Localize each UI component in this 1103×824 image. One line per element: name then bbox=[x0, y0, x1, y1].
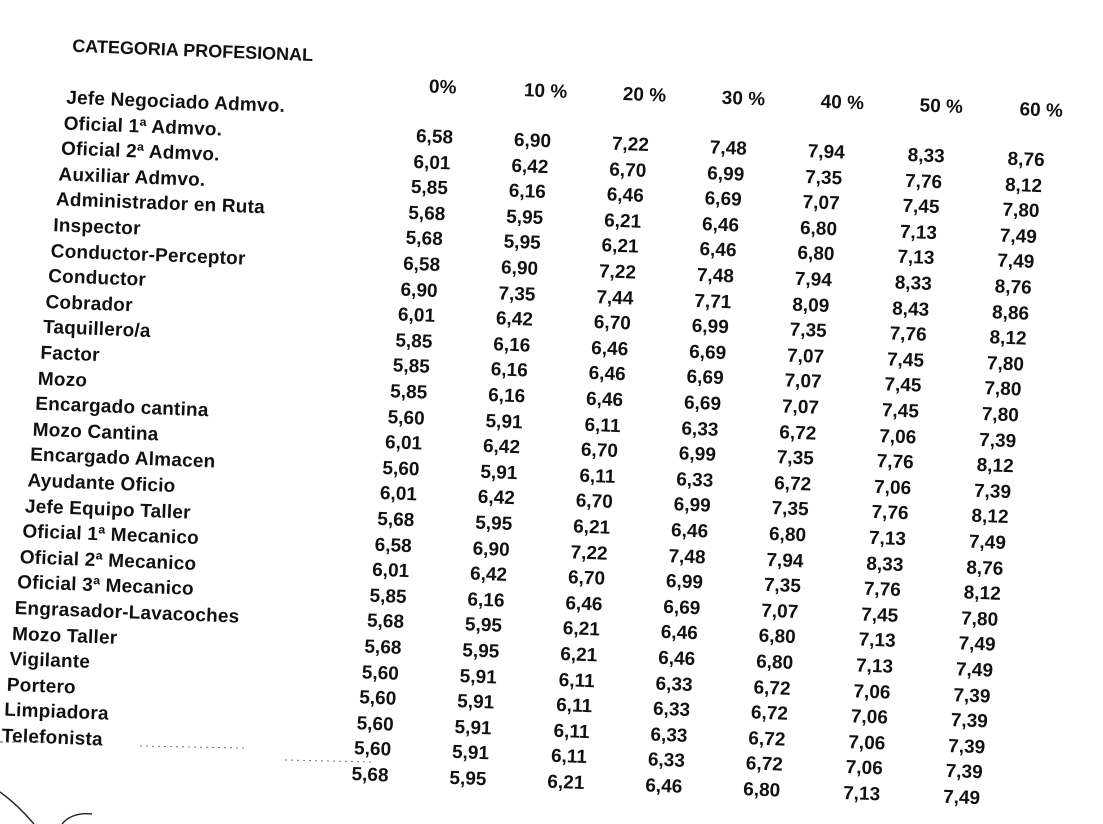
value-cell: 7,35 bbox=[776, 447, 815, 470]
value-cell: 7,49 bbox=[996, 250, 1035, 274]
value-cell: 6,70 bbox=[593, 312, 632, 335]
value-cell: 6,33 bbox=[650, 724, 688, 747]
value-cell: 5,60 bbox=[387, 406, 426, 430]
value-cell: 7,45 bbox=[886, 349, 925, 372]
value-cell: 5,85 bbox=[392, 355, 431, 379]
value-cell: 7,07 bbox=[781, 396, 820, 419]
value-cell: 6,99 bbox=[665, 571, 704, 594]
category-label: Encargado cantina bbox=[34, 393, 209, 422]
value-cell: 6,11 bbox=[584, 414, 621, 437]
value-cell: 7,49 bbox=[942, 786, 981, 810]
value-cell: 6,33 bbox=[681, 418, 719, 441]
value-cell: 7,13 bbox=[896, 247, 935, 270]
value-cell: 7,48 bbox=[668, 545, 706, 569]
value-cell: 8,86 bbox=[991, 301, 1030, 325]
value-cell: 7,35 bbox=[804, 166, 843, 190]
value-cell: 6,46 bbox=[588, 363, 627, 386]
value-cell: 7,22 bbox=[611, 133, 650, 157]
value-cell: 8,33 bbox=[894, 272, 933, 295]
value-cell: 7,06 bbox=[847, 731, 886, 755]
value-cell: 6,46 bbox=[606, 184, 645, 208]
column-header-60: 60 % bbox=[1019, 99, 1064, 122]
value-cell: 7,45 bbox=[860, 604, 899, 627]
value-cell: 7,71 bbox=[693, 290, 732, 313]
value-cell: 6,33 bbox=[652, 698, 691, 722]
category-label: Telefonista bbox=[1, 725, 104, 751]
value-cell: 6,72 bbox=[773, 472, 812, 496]
value-cell: 5,68 bbox=[366, 610, 405, 634]
value-cell: 7,13 bbox=[858, 629, 897, 653]
value-cell: 6,16 bbox=[508, 180, 547, 204]
value-cell: 7,49 bbox=[999, 225, 1038, 248]
value-cell: 6,46 bbox=[699, 239, 737, 262]
category-label: Portero bbox=[6, 674, 77, 699]
value-cell: 5,85 bbox=[395, 330, 433, 353]
value-cell: 5,95 bbox=[449, 767, 487, 791]
value-cell: 5,68 bbox=[407, 202, 446, 226]
value-cell: 8,12 bbox=[963, 582, 1002, 606]
value-cell: 5,91 bbox=[456, 691, 495, 714]
value-cell: 5,68 bbox=[351, 764, 389, 787]
value-cell: 7,45 bbox=[881, 400, 920, 423]
category-label: Limpiadora bbox=[3, 700, 110, 726]
value-cell: 6,01 bbox=[397, 304, 436, 328]
value-cell: 7,76 bbox=[863, 578, 902, 602]
value-cell: 6,42 bbox=[511, 155, 549, 178]
value-cell: 6,99 bbox=[678, 443, 717, 466]
value-cell: 5,68 bbox=[364, 636, 402, 659]
value-cell: 6,01 bbox=[413, 151, 451, 174]
value-cell: 6,69 bbox=[688, 341, 727, 364]
value-cell: 6,01 bbox=[371, 559, 410, 583]
category-label: Jefe Equipo Taller bbox=[24, 495, 192, 524]
value-cell: 6,90 bbox=[500, 257, 539, 280]
value-cell: 7,13 bbox=[855, 655, 894, 678]
category-label: Auxiliar Admvo. bbox=[58, 164, 206, 191]
value-cell: 6,11 bbox=[558, 669, 596, 692]
column-header-0: 0% bbox=[428, 76, 457, 99]
value-cell: 6,21 bbox=[572, 516, 611, 539]
column-header-40: 40 % bbox=[820, 91, 865, 115]
value-cell: 5,91 bbox=[459, 665, 498, 689]
value-cell: 8,09 bbox=[791, 294, 830, 317]
value-cell: 6,80 bbox=[799, 217, 838, 241]
value-cell: 6,70 bbox=[580, 439, 619, 463]
value-cell: 7,39 bbox=[953, 684, 991, 708]
value-cell: 5,95 bbox=[464, 614, 503, 638]
value-cell: 7,35 bbox=[498, 282, 536, 306]
category-label: Oficial 1ª Admvo. bbox=[63, 113, 223, 141]
value-cell: 7,22 bbox=[598, 261, 637, 284]
value-cell: 6,46 bbox=[565, 592, 603, 616]
category-label: Engrasador-Lavacoches bbox=[14, 598, 240, 628]
category-label: Encargado Almacen bbox=[29, 444, 216, 473]
column-header-20: 20 % bbox=[622, 83, 667, 107]
value-cell: 7,80 bbox=[986, 352, 1025, 376]
value-cell: 6,46 bbox=[644, 775, 683, 798]
value-cell: 7,35 bbox=[789, 319, 828, 343]
category-label: Ayudante Oficio bbox=[27, 470, 176, 498]
value-cell: 6,72 bbox=[753, 677, 791, 700]
value-cell: 5,60 bbox=[382, 457, 420, 481]
value-cell: 6,16 bbox=[490, 359, 529, 382]
value-cell: 7,35 bbox=[763, 574, 802, 598]
value-cell: 7,80 bbox=[981, 404, 1020, 427]
value-cell: 6,80 bbox=[797, 243, 835, 266]
category-label: Oficial 1ª Mecanico bbox=[21, 521, 200, 550]
value-cell: 7,39 bbox=[947, 735, 986, 759]
value-cell: 7,13 bbox=[842, 782, 881, 806]
value-cell: 6,46 bbox=[670, 520, 709, 543]
value-cell: 6,46 bbox=[660, 622, 699, 645]
value-cell: 7,13 bbox=[868, 527, 907, 551]
value-cell: 5,85 bbox=[389, 381, 428, 404]
value-cell: 7,44 bbox=[596, 286, 634, 310]
value-cell: 6,80 bbox=[755, 651, 794, 674]
category-label: Taquillero/a bbox=[42, 317, 151, 343]
value-cell: 8,33 bbox=[907, 144, 946, 168]
value-cell: 6,33 bbox=[647, 749, 686, 773]
value-cell: 6,33 bbox=[655, 673, 694, 696]
value-cell: 8,76 bbox=[965, 557, 1004, 580]
value-cell: 5,91 bbox=[485, 410, 523, 433]
value-cell: 6,90 bbox=[513, 129, 552, 153]
value-cell: 6,80 bbox=[768, 523, 807, 547]
value-cell: 6,21 bbox=[562, 618, 601, 641]
value-cell: 6,69 bbox=[683, 392, 722, 415]
value-cell: 6,21 bbox=[559, 643, 598, 667]
value-cell: 6,72 bbox=[750, 702, 789, 725]
value-cell: 8,12 bbox=[971, 506, 1009, 529]
value-cell: 8,33 bbox=[865, 553, 904, 576]
value-cell: 6,70 bbox=[608, 159, 647, 182]
value-cell: 7,94 bbox=[807, 141, 846, 164]
value-cell: 7,76 bbox=[876, 451, 915, 474]
value-cell: 6,21 bbox=[601, 235, 639, 259]
value-cell: 7,45 bbox=[884, 374, 922, 398]
category-label: Vigilante bbox=[9, 649, 91, 674]
value-cell: 6,90 bbox=[400, 279, 438, 302]
value-cell: 6,69 bbox=[686, 367, 724, 390]
value-cell: 6,46 bbox=[585, 388, 624, 412]
value-cell: 7,76 bbox=[871, 502, 909, 525]
value-cell: 6,46 bbox=[657, 647, 696, 671]
value-cell: 5,68 bbox=[376, 508, 415, 532]
category-label: Oficial 3ª Mecanico bbox=[16, 572, 195, 601]
value-cell: 6,16 bbox=[487, 385, 526, 408]
value-cell: 7,07 bbox=[802, 192, 840, 215]
value-cell: 5,68 bbox=[405, 228, 444, 251]
value-cell: 6,42 bbox=[477, 487, 516, 510]
column-header-50: 50 % bbox=[919, 95, 964, 119]
value-cell: 7,49 bbox=[955, 659, 994, 682]
value-cell: 6,42 bbox=[482, 436, 521, 459]
value-cell: 8,12 bbox=[976, 455, 1015, 478]
value-cell: 6,69 bbox=[704, 188, 743, 211]
value-cell: 6,16 bbox=[467, 589, 505, 612]
category-label: Factor bbox=[40, 342, 101, 367]
value-cell: 6,70 bbox=[567, 567, 606, 590]
category-label: Jefe Negociado Admvo. bbox=[65, 87, 286, 118]
value-cell: 6,72 bbox=[745, 753, 784, 776]
value-cell: 8,12 bbox=[1004, 174, 1043, 197]
category-label: Administrador en Ruta bbox=[55, 189, 266, 219]
value-cell: 7,80 bbox=[1002, 199, 1040, 223]
value-cell: 7,07 bbox=[760, 600, 799, 623]
value-cell: 6,80 bbox=[758, 625, 797, 649]
value-cell: 6,99 bbox=[706, 162, 745, 186]
value-cell: 5,91 bbox=[451, 742, 490, 765]
value-cell: 7,07 bbox=[786, 345, 825, 368]
value-cell: 7,06 bbox=[853, 680, 891, 704]
category-label: Cobrador bbox=[45, 291, 134, 317]
value-cell: 6,70 bbox=[575, 490, 614, 514]
value-cell: 6,21 bbox=[546, 771, 585, 795]
value-cell: 7,13 bbox=[899, 221, 938, 244]
value-cell: 6,58 bbox=[374, 534, 413, 557]
value-cell: 6,16 bbox=[492, 333, 531, 357]
value-cell: 6,58 bbox=[415, 126, 454, 149]
value-cell: 7,39 bbox=[950, 710, 989, 733]
value-cell: 8,12 bbox=[989, 327, 1027, 350]
value-cell: 7,48 bbox=[709, 137, 748, 160]
value-cell: 6,80 bbox=[742, 779, 781, 802]
value-cell: 7,45 bbox=[902, 195, 940, 219]
value-cell: 7,49 bbox=[958, 633, 996, 657]
value-cell: 8,43 bbox=[891, 298, 930, 321]
value-cell: 7,06 bbox=[878, 425, 917, 449]
value-cell: 5,60 bbox=[353, 738, 392, 761]
value-cell: 6,46 bbox=[701, 213, 740, 237]
value-cell: 7,49 bbox=[968, 531, 1007, 555]
value-cell: 5,95 bbox=[505, 206, 544, 229]
category-label: Conductor bbox=[47, 266, 147, 291]
value-cell: 5,91 bbox=[454, 716, 492, 740]
value-cell: 7,76 bbox=[904, 170, 943, 193]
value-cell: 7,94 bbox=[766, 549, 804, 572]
value-cell: 7,22 bbox=[570, 541, 608, 565]
value-cell: 6,69 bbox=[662, 596, 701, 620]
value-cell: 6,11 bbox=[550, 746, 588, 769]
value-cell: 7,48 bbox=[696, 264, 735, 288]
value-cell: 6,21 bbox=[603, 210, 642, 233]
category-label: Inspector bbox=[52, 215, 142, 240]
value-cell: 5,85 bbox=[410, 177, 449, 200]
value-cell: 5,60 bbox=[361, 661, 400, 685]
value-cell: 6,99 bbox=[691, 315, 730, 339]
value-cell: 7,94 bbox=[794, 268, 833, 292]
column-header-30: 30 % bbox=[721, 87, 766, 111]
value-cell: 5,60 bbox=[358, 687, 397, 710]
value-cell: 5,91 bbox=[480, 461, 518, 484]
category-label: Oficial 2ª Mecanico bbox=[19, 546, 197, 575]
value-cell: 7,80 bbox=[984, 378, 1022, 401]
value-cell: 8,76 bbox=[1007, 148, 1046, 172]
category-label: Mozo bbox=[37, 368, 88, 392]
value-cell: 5,60 bbox=[356, 713, 395, 736]
category-header: CATEGORIA PROFESIONAL bbox=[71, 35, 314, 66]
value-cell: 6,42 bbox=[495, 308, 534, 331]
value-cell: 7,39 bbox=[978, 429, 1017, 452]
value-cell: 5,95 bbox=[503, 231, 542, 255]
value-cell: 7,06 bbox=[850, 706, 889, 729]
value-cell: 6,11 bbox=[555, 695, 593, 718]
value-cell: 5,85 bbox=[369, 585, 407, 608]
category-label: Oficial 2ª Admvo. bbox=[60, 138, 221, 166]
column-header-10: 10 % bbox=[523, 80, 568, 103]
value-cell: 6,01 bbox=[379, 483, 418, 506]
value-cell: 7,06 bbox=[873, 476, 912, 500]
value-cell: 7,06 bbox=[845, 757, 884, 780]
value-cell: 5,95 bbox=[461, 640, 500, 663]
value-cell: 7,39 bbox=[945, 761, 984, 784]
value-cell: 6,72 bbox=[778, 421, 817, 445]
value-cell: 6,72 bbox=[747, 728, 786, 751]
category-label: Mozo Taller bbox=[11, 623, 118, 649]
value-cell: 7,76 bbox=[889, 323, 928, 346]
value-cell: 6,99 bbox=[673, 494, 712, 518]
value-cell: 7,07 bbox=[784, 370, 822, 394]
category-label: Conductor-Perceptor bbox=[50, 240, 246, 270]
value-cell: 6,42 bbox=[469, 563, 508, 587]
category-label: Mozo Cantina bbox=[32, 419, 159, 446]
value-cell: 6,46 bbox=[590, 337, 629, 361]
value-cell: 7,80 bbox=[960, 608, 999, 631]
value-cell: 6,33 bbox=[675, 469, 714, 492]
value-cell: 7,39 bbox=[973, 480, 1012, 503]
value-cell: 7,35 bbox=[771, 498, 810, 521]
value-cell: 6,90 bbox=[472, 538, 511, 561]
value-cell: 6,11 bbox=[579, 465, 616, 488]
value-cell: 6,58 bbox=[402, 253, 441, 277]
value-cell: 6,01 bbox=[384, 432, 423, 455]
value-cell: 5,95 bbox=[474, 512, 513, 536]
value-cell: 6,11 bbox=[553, 720, 590, 743]
value-cell: 8,76 bbox=[994, 276, 1033, 299]
